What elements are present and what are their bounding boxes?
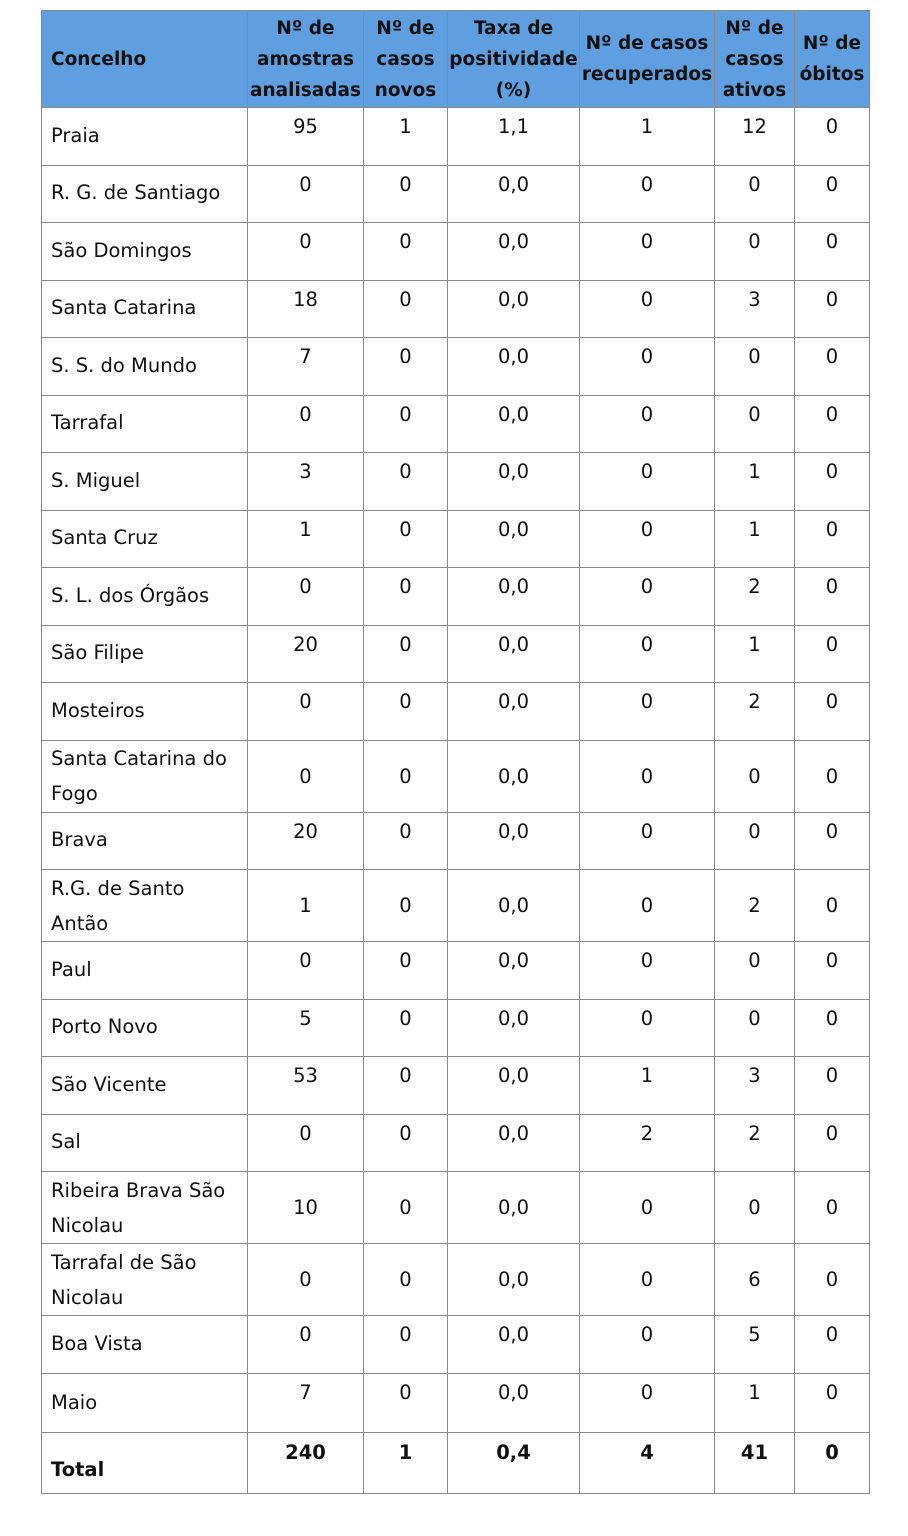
amostras-cell: 5 [248, 999, 364, 1057]
header-taxa-line-2: positividade [449, 48, 578, 70]
table-row [42, 280, 870, 338]
concelho-name-cell: S. L. dos Órgãos [42, 568, 248, 626]
header-obitos [795, 11, 870, 108]
amostras-cell: 1 [248, 870, 364, 942]
recuperados-cell: 0 [580, 942, 715, 1000]
ativos-cell: 2 [715, 1114, 795, 1172]
recuperados-cell: 0 [580, 870, 715, 942]
casos-novos-cell: 0 [364, 395, 448, 453]
taxa-cell: 0,0 [448, 453, 580, 511]
table-row [42, 625, 870, 683]
casos-novos-cell: 0 [364, 1316, 448, 1374]
amostras-cell: 0 [248, 942, 364, 1000]
obitos-cell: 0 [795, 812, 870, 870]
header-ativos-line-2: casos [725, 48, 784, 70]
amostras-cell: 0 [248, 1316, 364, 1374]
ativos-cell: 3 [715, 280, 795, 338]
recuperados-cell: 0 [580, 280, 715, 338]
table-row [42, 812, 870, 870]
taxa-cell: 0,0 [448, 223, 580, 281]
concelho-name-cell: São Vicente [42, 1057, 248, 1115]
total-ativos: 41 [715, 1432, 795, 1493]
concelho-name-cell: Praia [42, 108, 248, 166]
table-row [42, 395, 870, 453]
header-taxa-line-3: (%) [495, 79, 532, 101]
ativos-cell: 0 [715, 942, 795, 1000]
recuperados-cell: 1 [580, 1057, 715, 1115]
header-recuperados-line-1: Nº de casos [585, 33, 709, 54]
concelho-name-cell: Porto Novo [42, 999, 248, 1057]
concelho-name-cell: Sal [42, 1114, 248, 1172]
casos-novos-cell: 0 [364, 870, 448, 942]
obitos-cell: 0 [795, 1316, 870, 1374]
header-recuperados [580, 11, 715, 108]
amostras-cell: 0 [248, 740, 364, 812]
header-recuperados-line-2: recuperados [581, 64, 713, 85]
recuperados-cell: 0 [580, 223, 715, 281]
table-row [42, 1114, 870, 1172]
table-row [42, 870, 870, 942]
header-obitos-line-1: Nº de [802, 33, 862, 54]
amostras-cell: 0 [248, 395, 364, 453]
casos-novos-cell: 0 [364, 338, 448, 396]
total-casos-novos: 1 [364, 1432, 448, 1493]
table-row [42, 1057, 870, 1115]
ativos-cell: 3 [715, 1057, 795, 1115]
total-label: Total [42, 1432, 248, 1493]
recuperados-cell: 0 [580, 683, 715, 741]
taxa-cell: 0,0 [448, 999, 580, 1057]
obitos-cell: 0 [795, 223, 870, 281]
ativos-cell: 1 [715, 453, 795, 511]
concelho-name-cell: Santa Catarina [42, 280, 248, 338]
amostras-cell: 10 [248, 1172, 364, 1244]
casos-novos-cell: 0 [364, 740, 448, 812]
recuperados-cell: 0 [580, 568, 715, 626]
recuperados-cell: 0 [580, 1373, 715, 1432]
recuperados-cell: 2 [580, 1114, 715, 1172]
table-row [42, 568, 870, 626]
header-obitos-line-2: óbitos [799, 64, 865, 85]
casos-novos-cell: 0 [364, 1244, 448, 1316]
table-body [42, 108, 870, 1433]
concelho-name-cell: R. G. de Santiago [42, 165, 248, 223]
obitos-cell: 0 [795, 870, 870, 942]
table-row [42, 510, 870, 568]
amostras-cell: 20 [248, 625, 364, 683]
ativos-cell: 0 [715, 812, 795, 870]
table-row [42, 1244, 870, 1316]
header-casos-novos-line-1: Nº de [376, 17, 435, 39]
total-taxa: 0,4 [448, 1432, 580, 1493]
concelho-name-cell: Tarrafal [42, 395, 248, 453]
ativos-cell: 2 [715, 568, 795, 626]
header-ativos-line-3: ativos [722, 79, 787, 101]
casos-novos-cell: 0 [364, 223, 448, 281]
casos-novos-cell: 0 [364, 812, 448, 870]
table-row [42, 338, 870, 396]
ativos-cell: 0 [715, 1172, 795, 1244]
taxa-cell: 0,0 [448, 1316, 580, 1374]
obitos-cell: 0 [795, 165, 870, 223]
table-footer [42, 1432, 870, 1493]
header-ativos [715, 11, 795, 108]
amostras-cell: 20 [248, 812, 364, 870]
taxa-cell: 0,0 [448, 683, 580, 741]
recuperados-cell: 0 [580, 510, 715, 568]
concelho-name-cell: Paul [42, 942, 248, 1000]
total-row [42, 1432, 870, 1493]
recuperados-cell: 0 [580, 1316, 715, 1374]
header-casos-novos [364, 11, 448, 108]
concelho-name-cell: R.G. de Santo Antão [42, 870, 248, 942]
casos-novos-cell: 0 [364, 280, 448, 338]
table-row [42, 999, 870, 1057]
table-row [42, 683, 870, 741]
amostras-cell: 95 [248, 108, 364, 166]
casos-novos-cell: 0 [364, 625, 448, 683]
casos-novos-cell: 0 [364, 510, 448, 568]
obitos-cell: 0 [795, 740, 870, 812]
casos-novos-cell: 0 [364, 165, 448, 223]
recuperados-cell: 0 [580, 1172, 715, 1244]
taxa-cell: 0,0 [448, 1373, 580, 1432]
header-taxa [448, 11, 580, 108]
header-row [42, 11, 870, 108]
obitos-cell: 0 [795, 999, 870, 1057]
concelho-name-cell: Tarrafal de São Nicolau [42, 1244, 248, 1316]
casos-novos-cell: 1 [364, 108, 448, 166]
casos-novos-cell: 0 [364, 683, 448, 741]
taxa-cell: 0,0 [448, 280, 580, 338]
amostras-cell: 0 [248, 165, 364, 223]
ativos-cell: 2 [715, 683, 795, 741]
concelho-name-cell: Santa Cruz [42, 510, 248, 568]
ativos-cell: 0 [715, 395, 795, 453]
obitos-cell: 0 [795, 1057, 870, 1115]
obitos-cell: 0 [795, 1114, 870, 1172]
amostras-cell: 1 [248, 510, 364, 568]
ativos-cell: 12 [715, 108, 795, 166]
amostras-cell: 0 [248, 223, 364, 281]
amostras-cell: 3 [248, 453, 364, 511]
ativos-cell: 0 [715, 338, 795, 396]
casos-novos-cell: 0 [364, 1057, 448, 1115]
header-amostras-line-1: Nº de [276, 17, 335, 39]
taxa-cell: 0,0 [448, 338, 580, 396]
casos-novos-cell: 0 [364, 1172, 448, 1244]
concelho-cases-table [41, 10, 870, 1494]
amostras-cell: 0 [248, 568, 364, 626]
amostras-cell: 7 [248, 1373, 364, 1432]
ativos-cell: 1 [715, 625, 795, 683]
obitos-cell: 0 [795, 1244, 870, 1316]
concelho-name-cell: Mosteiros [42, 683, 248, 741]
casos-novos-cell: 0 [364, 942, 448, 1000]
ativos-cell: 6 [715, 1244, 795, 1316]
taxa-cell: 0,0 [448, 395, 580, 453]
taxa-cell: 0,0 [448, 1172, 580, 1244]
obitos-cell: 0 [795, 453, 870, 511]
table-row [42, 740, 870, 812]
taxa-cell: 0,0 [448, 165, 580, 223]
header-casos-novos-line-2: casos [376, 48, 435, 70]
casos-novos-cell: 0 [364, 1114, 448, 1172]
ativos-cell: 5 [715, 1316, 795, 1374]
taxa-cell: 1,1 [448, 108, 580, 166]
total-obitos: 0 [795, 1432, 870, 1493]
ativos-cell: 1 [715, 510, 795, 568]
table-row [42, 1316, 870, 1374]
table-row [42, 1373, 870, 1432]
obitos-cell: 0 [795, 1172, 870, 1244]
ativos-cell: 1 [715, 1373, 795, 1432]
recuperados-cell: 0 [580, 395, 715, 453]
ativos-cell: 0 [715, 223, 795, 281]
taxa-cell: 0,0 [448, 625, 580, 683]
casos-novos-cell: 0 [364, 999, 448, 1057]
obitos-cell: 0 [795, 338, 870, 396]
obitos-cell: 0 [795, 683, 870, 741]
header-ativos-line-1: Nº de [725, 17, 784, 39]
amostras-cell: 18 [248, 280, 364, 338]
taxa-cell: 0,0 [448, 870, 580, 942]
taxa-cell: 0,0 [448, 510, 580, 568]
concelho-name-cell: Boa Vista [42, 1316, 248, 1374]
ativos-cell: 0 [715, 999, 795, 1057]
recuperados-cell: 0 [580, 1244, 715, 1316]
amostras-cell: 7 [248, 338, 364, 396]
table-row [42, 453, 870, 511]
ativos-cell: 2 [715, 870, 795, 942]
amostras-cell: 0 [248, 683, 364, 741]
casos-novos-cell: 0 [364, 453, 448, 511]
table-row [42, 108, 870, 166]
concelho-name-cell: Santa Catarina do Fogo [42, 740, 248, 812]
table-row [42, 165, 870, 223]
taxa-cell: 0,0 [448, 942, 580, 1000]
recuperados-cell: 1 [580, 108, 715, 166]
table-row [42, 1172, 870, 1244]
total-amostras: 240 [248, 1432, 364, 1493]
ativos-cell: 0 [715, 740, 795, 812]
taxa-cell: 0,0 [448, 1244, 580, 1316]
ativos-cell: 0 [715, 165, 795, 223]
recuperados-cell: 0 [580, 338, 715, 396]
recuperados-cell: 0 [580, 165, 715, 223]
table-row [42, 942, 870, 1000]
obitos-cell: 0 [795, 395, 870, 453]
casos-novos-cell: 0 [364, 1373, 448, 1432]
concelho-name-cell: Ribeira Brava São Nicolau [42, 1172, 248, 1244]
obitos-cell: 0 [795, 942, 870, 1000]
obitos-cell: 0 [795, 568, 870, 626]
concelho-name-cell: Maio [42, 1373, 248, 1432]
taxa-cell: 0,0 [448, 1114, 580, 1172]
table-header [42, 11, 870, 108]
amostras-cell: 0 [248, 1244, 364, 1316]
obitos-cell: 0 [795, 1373, 870, 1432]
recuperados-cell: 0 [580, 740, 715, 812]
taxa-cell: 0,0 [448, 812, 580, 870]
obitos-cell: 0 [795, 280, 870, 338]
amostras-cell: 0 [248, 1114, 364, 1172]
header-taxa-line-1: Taxa de [473, 17, 554, 39]
header-amostras [248, 11, 364, 108]
recuperados-cell: 0 [580, 453, 715, 511]
recuperados-cell: 0 [580, 999, 715, 1057]
obitos-cell: 0 [795, 625, 870, 683]
header-amostras-line-3: analisadas [249, 79, 362, 101]
header-amostras-line-2: amostras [257, 48, 354, 70]
recuperados-cell: 0 [580, 625, 715, 683]
header-concelho: Concelho [42, 11, 248, 108]
taxa-cell: 0,0 [448, 1057, 580, 1115]
recuperados-cell: 0 [580, 812, 715, 870]
table-row [42, 223, 870, 281]
taxa-cell: 0,0 [448, 568, 580, 626]
total-recuperados: 4 [580, 1432, 715, 1493]
concelho-name-cell: S. S. do Mundo [42, 338, 248, 396]
obitos-cell: 0 [795, 108, 870, 166]
concelho-name-cell: Brava [42, 812, 248, 870]
concelho-name-cell: São Domingos [42, 223, 248, 281]
amostras-cell: 53 [248, 1057, 364, 1115]
obitos-cell: 0 [795, 510, 870, 568]
casos-novos-cell: 0 [364, 568, 448, 626]
concelho-name-cell: S. Miguel [42, 453, 248, 511]
taxa-cell: 0,0 [448, 740, 580, 812]
header-casos-novos-line-3: novos [374, 79, 437, 101]
concelho-name-cell: São Filipe [42, 625, 248, 683]
